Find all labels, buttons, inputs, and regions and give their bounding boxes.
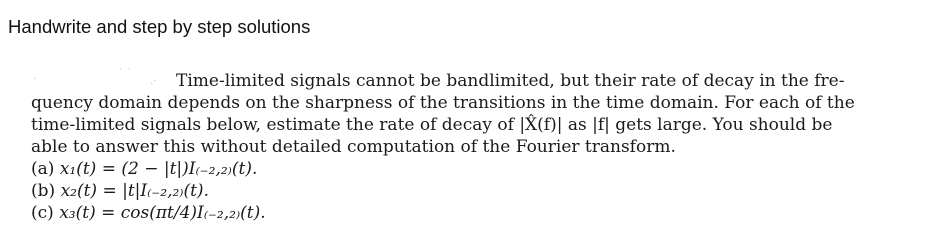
problem-part-b (31, 180, 891, 202)
part-expression: x₂(t) = |t|I₍₋₂,₂₎(t). (60, 181, 209, 201)
problem-line: able to answer this without detailed computation of the Fourier transform. (31, 137, 676, 157)
part-label: (a) (31, 159, 55, 179)
part-label: (b) (31, 181, 56, 201)
problem-part-c (31, 202, 891, 224)
scan-smudge: · (33, 74, 37, 85)
problem-parts (31, 158, 891, 224)
part-label: (c) (31, 203, 54, 223)
scan-smudge: .· (150, 76, 157, 87)
part-expression: x₁(t) = (2 − |t|)I₍₋₂,₂₎(t). (59, 159, 258, 179)
problem-line: quency domain depends on the sharpness of the transitions in the time domain. For each of the (31, 93, 855, 113)
scan-smudge: ˙ ˙ (118, 68, 132, 79)
page-heading: Handwrite and step by step solutions (8, 16, 311, 37)
problem-part-a (31, 158, 891, 180)
part-expression: x₃(t) = cos(πt/4)I₍₋₂,₂₎(t). (59, 203, 266, 223)
problem-statement (31, 70, 891, 224)
problem-line: time-limited signals below, estimate the rate of decay of |X̂(f)| as |f| gets large. You should be (31, 115, 833, 135)
problem-line: Time-limited signals cannot be bandlimited, but their rate of decay in the fre- (176, 71, 845, 91)
